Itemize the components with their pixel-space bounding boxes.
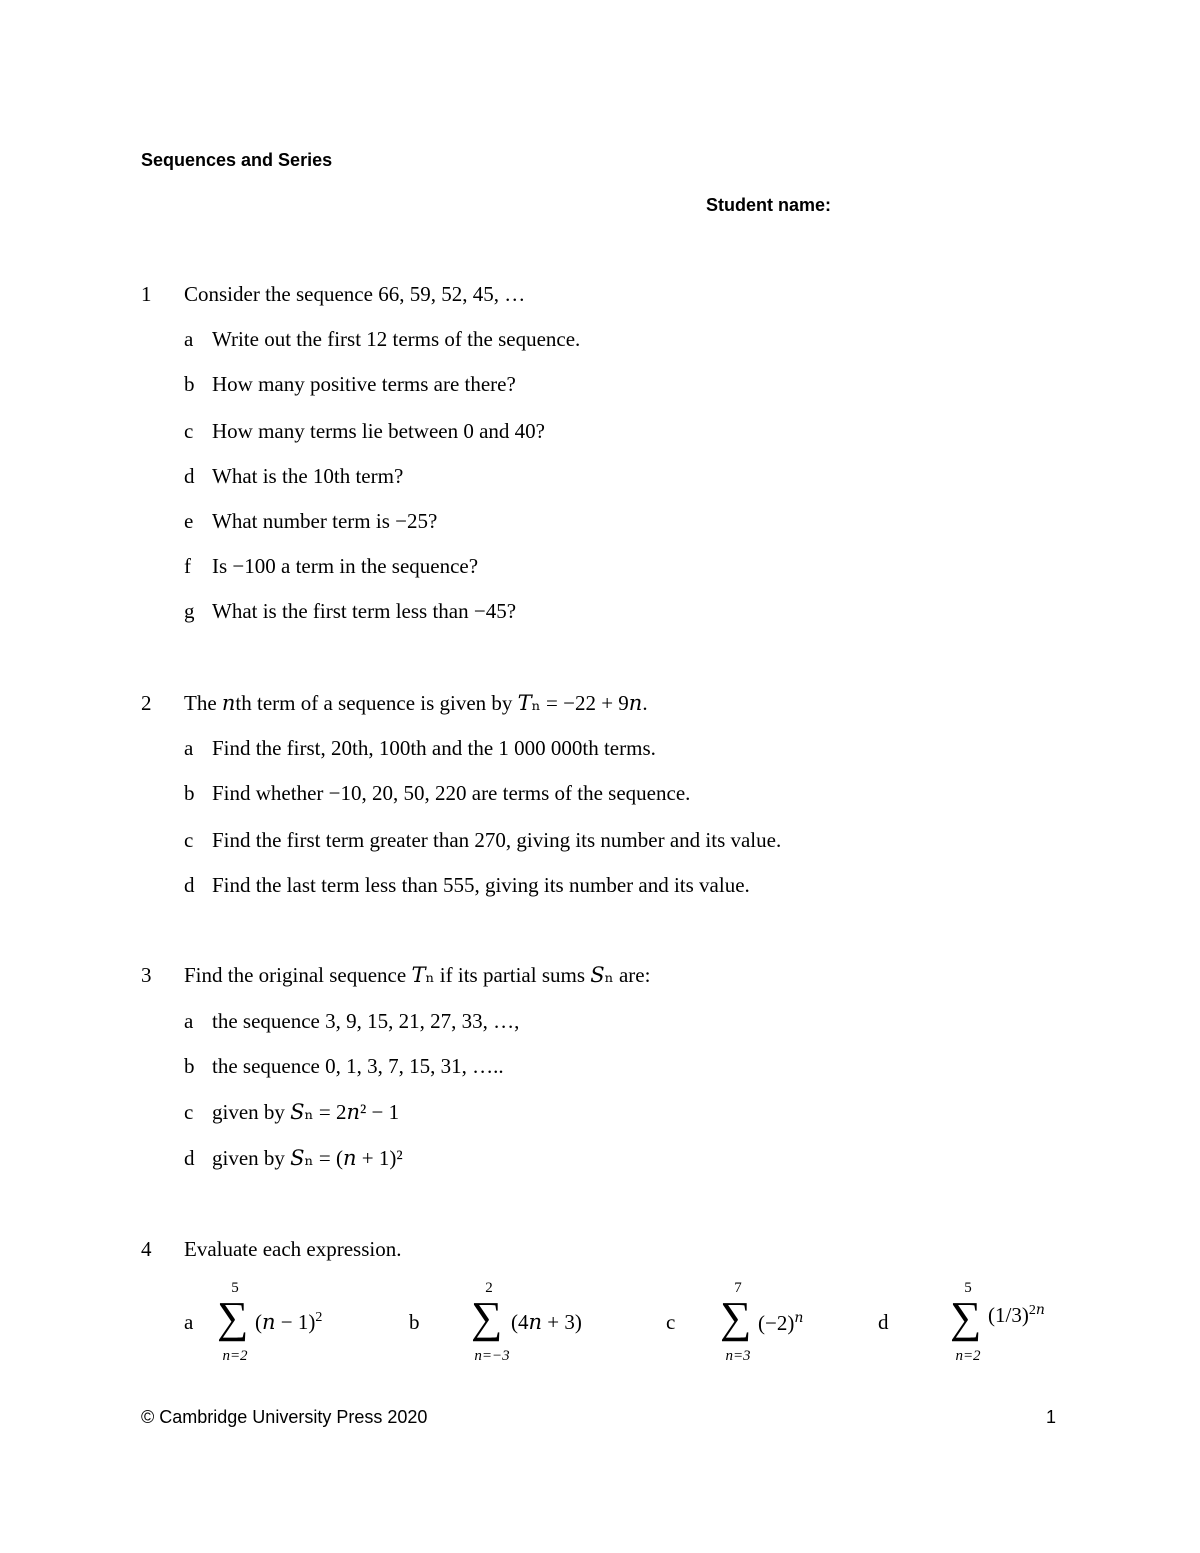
summation-c — [718, 1280, 868, 1370]
part-text: What is the first term less than −45? — [212, 599, 517, 623]
part-text: Is −100 a term in the sequence? — [212, 554, 479, 578]
part-letter: a — [184, 1009, 194, 1033]
part-text: the sequence 3, 9, 15, 21, 27, 33, …, — [212, 1009, 520, 1033]
sum-expression — [988, 1302, 1045, 1328]
part-letter: a — [184, 1310, 194, 1334]
question-number: 2 — [141, 691, 152, 715]
part-letter: c — [184, 1100, 194, 1124]
sigma-symbol: ∑ — [217, 1293, 249, 1342]
question-text: The 𝑛th term of a sequence is given by 𝑇ₙ = −22 + 9𝑛. — [184, 691, 648, 715]
part-letter: a — [184, 736, 194, 760]
page-title: Sequences and Series — [141, 150, 333, 170]
sum-expr-text: (1/3) — [988, 1303, 1029, 1327]
question-number: 3 — [141, 963, 152, 987]
part-letter: c — [184, 828, 194, 852]
part-letter: b — [409, 1310, 420, 1334]
sum-power: 2 — [315, 1310, 323, 1325]
sum-upper-limit: 7 — [734, 1280, 742, 1296]
sum-expr-text: (−2) — [758, 1311, 795, 1335]
question-number: 1 — [141, 282, 152, 306]
part-text: given by 𝑆ₙ = 2𝑛² − 1 — [212, 1100, 400, 1124]
sum-power: 𝑛 — [794, 1311, 804, 1326]
summation-d — [948, 1280, 1098, 1370]
page-number: 1 — [1046, 1407, 1057, 1427]
sum-expression — [758, 1310, 803, 1336]
part-text: How many terms lie between 0 and 40? — [212, 419, 545, 443]
part-text: Find the first term greater than 270, giving its number and its value. — [212, 828, 782, 852]
sigma-symbol: ∑ — [950, 1293, 982, 1342]
summation-b — [469, 1280, 619, 1370]
part-text: How many positive terms are there? — [212, 372, 516, 396]
student-name-label: Student name: — [706, 195, 832, 215]
part-text: What number term is −25? — [212, 509, 438, 533]
sum-power: 2𝑛 — [1028, 1303, 1045, 1318]
sum-lower-limit: n=2 — [222, 1348, 248, 1364]
part-letter: b — [184, 372, 195, 396]
part-letter: d — [184, 1146, 195, 1170]
question-text: Find the original sequence 𝑇ₙ if its partial sums 𝑆ₙ are: — [184, 963, 651, 987]
part-letter: b — [184, 1054, 195, 1078]
question-number: 4 — [141, 1237, 152, 1261]
sum-expr-text: (4𝑛 + 3) — [511, 1310, 582, 1334]
sum-lower-limit: n=3 — [725, 1348, 751, 1364]
part-text: Find the first, 20th, 100th and the 1 000 000th terms. — [212, 736, 656, 760]
sum-lower-limit: n=−3 — [474, 1348, 510, 1364]
part-text: Write out the first 12 terms of the sequence. — [212, 327, 581, 351]
part-letter: d — [184, 873, 195, 897]
part-letter: a — [184, 327, 194, 351]
part-letter: f — [184, 554, 191, 578]
sum-expression — [511, 1310, 582, 1335]
part-letter: d — [878, 1310, 889, 1334]
copyright-footer: © Cambridge University Press 2020 — [141, 1407, 428, 1427]
sum-upper-limit: 5 — [964, 1280, 972, 1296]
summation-a — [215, 1280, 365, 1370]
part-text: What is the 10th term? — [212, 464, 404, 488]
part-text: Find whether −10, 20, 50, 220 are terms of the sequence. — [212, 781, 691, 805]
question-text: Consider the sequence 66, 59, 52, 45, … — [184, 282, 526, 306]
question-text: Evaluate each expression. — [184, 1237, 402, 1261]
part-text: given by 𝑆ₙ = (𝑛 + 1)² — [212, 1146, 403, 1170]
sum-upper-limit: 2 — [485, 1280, 493, 1296]
part-letter: g — [184, 599, 195, 623]
part-text: the sequence 0, 1, 3, 7, 15, 31, ….. — [212, 1054, 504, 1078]
sum-lower-limit: n=2 — [955, 1348, 981, 1364]
part-text: Find the last term less than 555, giving its number and its value. — [212, 873, 750, 897]
sum-upper-limit: 5 — [231, 1280, 239, 1296]
sigma-symbol: ∑ — [720, 1293, 752, 1342]
sum-expression — [255, 1310, 322, 1335]
part-letter: b — [184, 781, 195, 805]
part-letter: e — [184, 509, 194, 533]
part-letter: d — [184, 464, 195, 488]
sigma-symbol: ∑ — [471, 1293, 503, 1342]
sum-expr-text: (𝑛 − 1) — [255, 1310, 316, 1334]
part-letter: c — [666, 1310, 676, 1334]
part-letter: c — [184, 419, 194, 443]
